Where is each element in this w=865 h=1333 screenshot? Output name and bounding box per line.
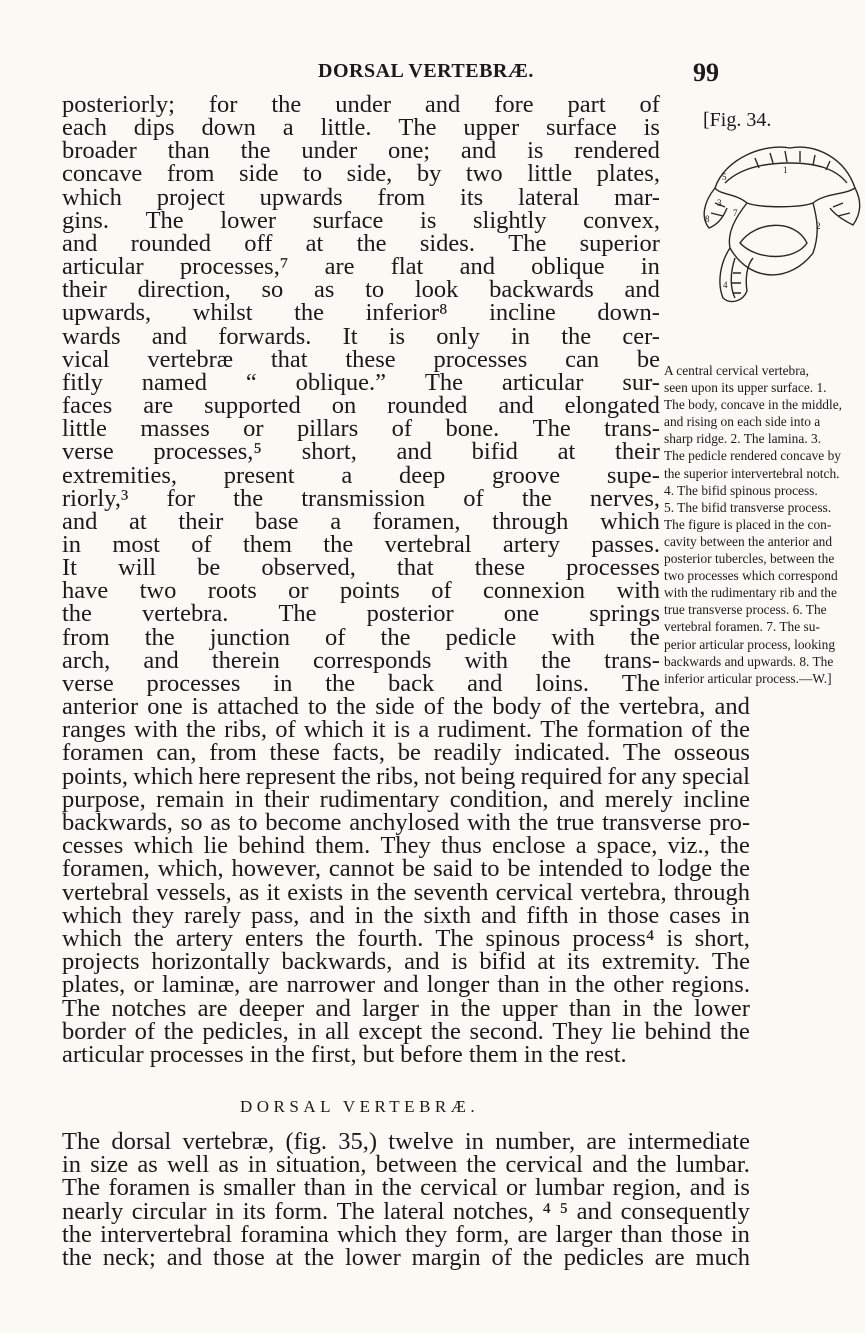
text-line: vical vertebræ that these processes can be xyxy=(62,345,660,373)
text-line: in size as well as in situation, between the cervical and the lumbar. xyxy=(62,1151,750,1179)
text-line: foramen can, from these facts, be readily indicated. The osseous xyxy=(62,739,750,767)
vertebra-illustration xyxy=(695,133,865,323)
text-line: anterior one is attached to the side of the body of the vertebra, and xyxy=(62,693,750,720)
text-line: foramen, which, however, cannot be said to be intended to lodge the xyxy=(62,855,750,883)
text-line: backwards, so as to become anchylosed with the true transverse pro- xyxy=(62,809,750,837)
caption-line: The body, concave in the middle, xyxy=(664,397,842,413)
page-number: 99 xyxy=(693,58,719,87)
text-line: concave from side to side, by two little plates, xyxy=(62,160,660,188)
section-heading: DORSAL VERTEBRÆ. xyxy=(240,1097,480,1116)
text-line: which the artery enters the fourth. The spinous process⁴ is short, xyxy=(62,925,750,953)
section-text xyxy=(62,1128,750,1272)
caption-line: true transverse process. 6. The xyxy=(664,602,827,618)
fig-number-8: 8 xyxy=(705,214,710,224)
text-line: posteriorly; for the under and fore part of xyxy=(62,91,660,118)
text-line: the neck; and those at the lower margin of the pedicles are much xyxy=(62,1244,750,1272)
caption-line: 4. The bifid spinous process. xyxy=(664,482,818,498)
text-line: upwards, whilst the inferior⁸ incline down- xyxy=(62,299,660,327)
text-line: verse processes,⁵ short, and bifid at their xyxy=(62,438,660,466)
text-line: faces are supported on rounded and elongated xyxy=(62,392,660,420)
text-line: which they rarely pass, and in the sixth and fifth in those cases in xyxy=(62,901,750,929)
text-line: plates, or laminæ, are narrower and longer than in the other regions. xyxy=(62,971,750,999)
running-head: DORSAL VERTEBRÆ. xyxy=(318,60,534,82)
text-line: border of the pedicles, in all except the second. They lie behind the xyxy=(62,1017,750,1045)
caption-line: seen upon its upper surface. 1. xyxy=(664,380,827,396)
text-line: arch, and therein corresponds with the trans- xyxy=(62,646,660,674)
left-column-text xyxy=(62,93,660,695)
text-line: the intervertebral foramina which they form, are larger than those in xyxy=(62,1220,750,1248)
text-line: riorly,³ for the transmission of the nerves, xyxy=(62,484,660,512)
text-line: points, which here represent the ribs, not being required for any special xyxy=(62,762,750,790)
text-line: and at their base a foramen, through which xyxy=(62,507,660,535)
page-header xyxy=(0,40,800,87)
caption-line: with the rudimentary rib and the xyxy=(664,585,837,601)
caption-line: The figure is placed in the con- xyxy=(664,516,832,532)
text-line: fitly named “ oblique.” The articular sur- xyxy=(62,368,660,396)
fig-number-2: 2 xyxy=(816,221,821,231)
text-line: their direction, so as to look backwards and xyxy=(62,276,660,304)
caption-line: A central cervical vertebra, xyxy=(664,363,809,378)
text-line: in most of them the vertebral artery passes. xyxy=(62,530,660,558)
text-line: cesses which lie behind them. They thus enclose a space, viz., the xyxy=(62,832,750,860)
text-line: wards and forwards. It is only in the cer- xyxy=(62,322,660,350)
caption-line: perior articular process, looking xyxy=(664,636,836,652)
text-line: ranges with the ribs, of which it is a rudiment. The formation of the xyxy=(62,716,750,744)
caption-line: vertebral foramen. 7. The su- xyxy=(664,619,820,635)
caption-line: The pedicle rendered concave by xyxy=(664,448,841,464)
caption-line: inferior articular process.—W.] xyxy=(664,670,832,686)
text-line: The dorsal vertebræ, (fig. 35,) twelve in number, are intermediate xyxy=(62,1128,750,1155)
caption-line: sharp ridge. 2. The lamina. 3. xyxy=(664,431,822,447)
fig-number-1: 1 xyxy=(783,165,788,175)
fig-number-3: 3 xyxy=(717,198,722,208)
text-line: articular processes in the first, but before them in the rest. xyxy=(62,1041,627,1069)
fig-number-5: 5 xyxy=(722,172,727,182)
text-line: and rounded off at the sides. The superior xyxy=(62,229,660,257)
text-line: vertebral vessels, as it exists in the seventh cervical vertebra, through xyxy=(62,878,750,906)
text-line: gins. The lower surface is slightly convex, xyxy=(62,206,660,234)
text-line: have two roots or points of connexion with xyxy=(62,577,660,605)
text-line: which project upwards from its lateral mar- xyxy=(62,183,660,211)
text-line: from the junction of the pedicle with the xyxy=(62,623,660,651)
text-line: It will be observed, that these processes xyxy=(62,554,660,582)
text-line: little masses or pillars of bone. The trans- xyxy=(62,415,660,443)
text-line: nearly circular in its form. The lateral notches, ⁴ ⁵ and consequently xyxy=(62,1197,750,1225)
figure-caption xyxy=(664,362,842,687)
text-line: The foramen is smaller than in the cervical or lumbar region, and is xyxy=(62,1174,750,1202)
text-line: projects horizontally backwards, and is bifid at its extremity. The xyxy=(62,948,750,976)
caption-line: cavity between the anterior and xyxy=(664,533,833,549)
caption-line: and rising on each side into a xyxy=(664,414,821,430)
figure-label: [Fig. 34. xyxy=(703,109,772,131)
caption-line: 5. The bifid transverse process. xyxy=(664,499,832,515)
full-width-text xyxy=(62,693,750,1069)
text-line: The notches are deeper and larger in the upper than in the lower xyxy=(62,994,750,1022)
caption-line: the superior intervertebral notch. xyxy=(664,465,840,481)
text-line: broader than the under one; and is rendered xyxy=(62,137,660,165)
fig-number-4: 4 xyxy=(723,280,728,290)
text-line: verse processes in the back and loins. The xyxy=(62,669,660,697)
text-line: the vertebra. The posterior one springs xyxy=(62,600,660,628)
text-line: articular processes,⁷ are flat and oblique in xyxy=(62,253,660,281)
caption-line: posterior tubercles, between the xyxy=(664,551,835,567)
text-line: purpose, remain in their rudimentary condition, and merely incline xyxy=(62,785,750,813)
caption-line: backwards and upwards. 8. The xyxy=(664,653,834,669)
text-line: each dips down a little. The upper surface is xyxy=(62,114,660,142)
fig-number-7: 7 xyxy=(733,208,738,218)
text-line: extremities, present a deep groove supe- xyxy=(62,461,660,489)
caption-line: two processes which correspond xyxy=(664,568,838,584)
